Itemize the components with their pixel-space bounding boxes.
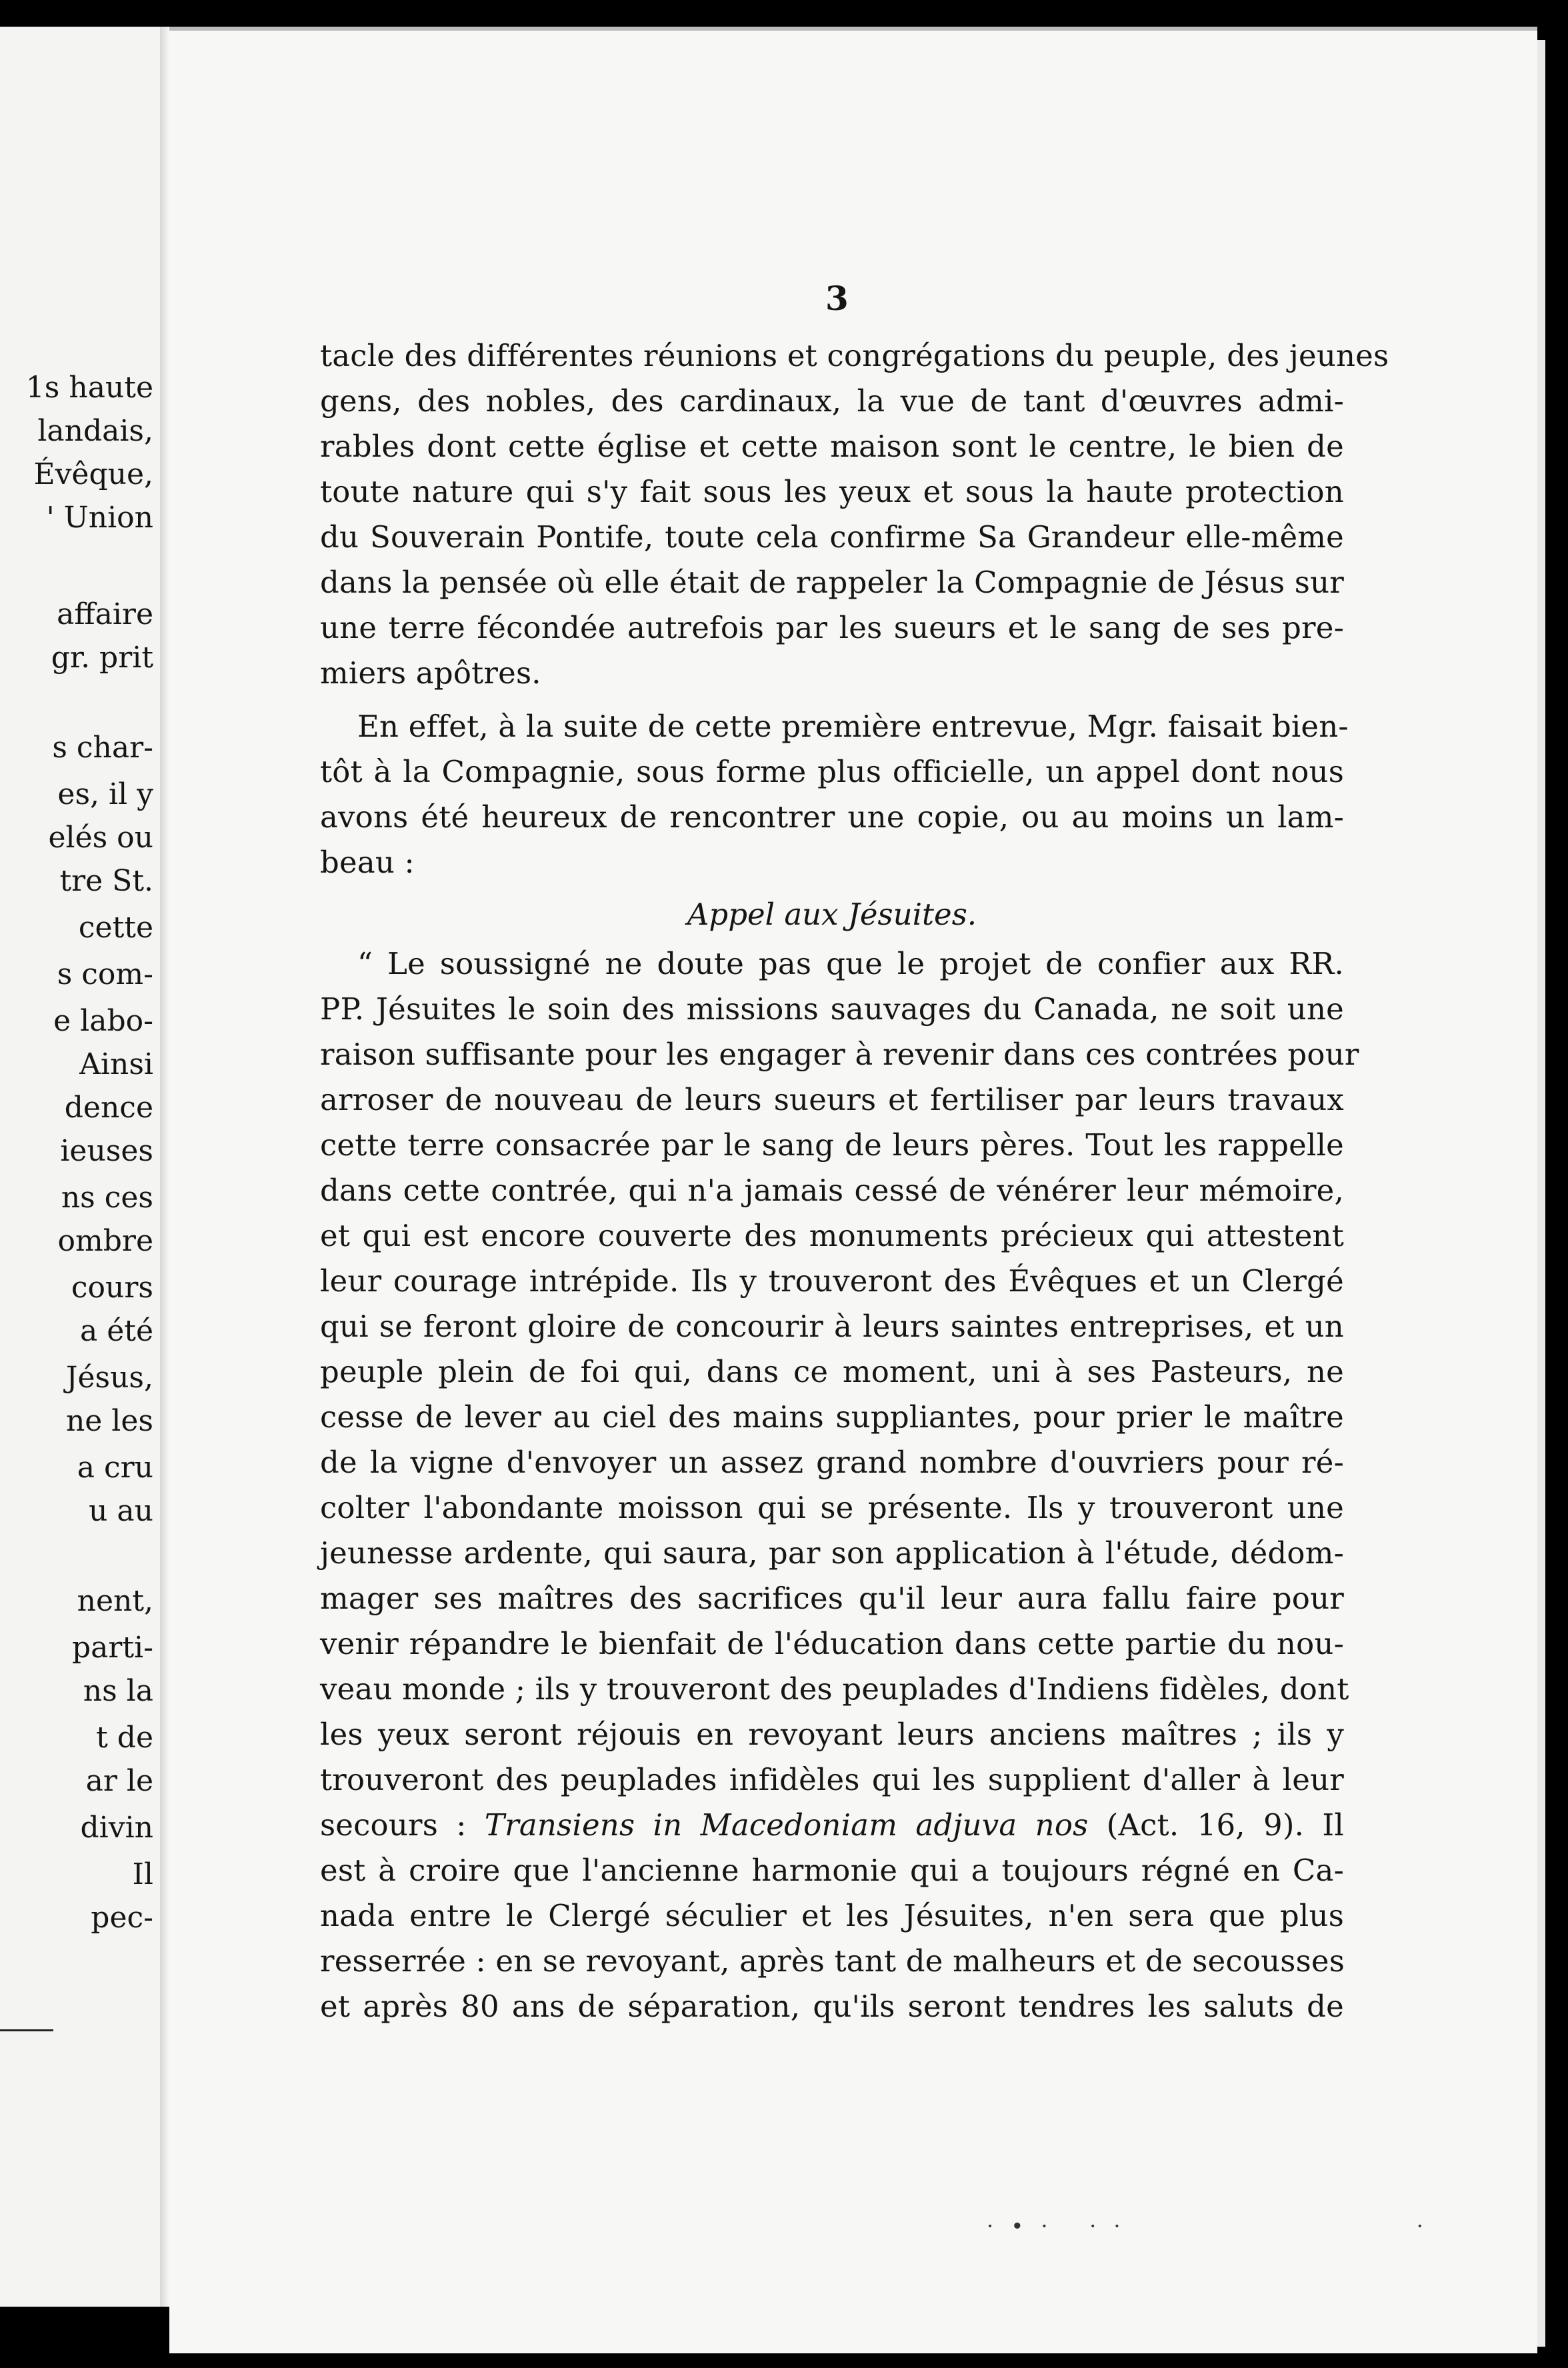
latin-quote: Transiens in Macedoniam adjuva nos <box>484 1807 1089 1843</box>
book-gutter <box>160 27 169 2307</box>
text-line: peuple plein de foi qui, dans ce moment, uni à ses Pasteurs, ne <box>320 1354 1344 1389</box>
left-page-fragment: u au <box>89 1494 153 1528</box>
left-page-fragment: ns la <box>83 1674 153 1708</box>
text-line: PP. Jésuites le soin des missions sauvages du Canada, ne soit une <box>320 991 1344 1027</box>
citation-line <box>320 1803 1344 1848</box>
left-page-fragment: a été <box>80 1314 153 1348</box>
left-page-fragment: es, il y <box>57 777 153 811</box>
text-line: jeunesse ardente, qui saura, par son application à l'étude, dédom- <box>320 1535 1344 1571</box>
text-line: et qui est encore couverte des monuments précieux qui attestent <box>320 1218 1344 1253</box>
left-page-fragment: Ainsi <box>79 1047 153 1081</box>
left-page-fragment: 1s haute <box>25 371 153 405</box>
text-line: arroser de nouveau de leurs sueurs et fertiliser par leurs travaux <box>320 1082 1344 1117</box>
left-page-fragment: dence <box>64 1091 153 1125</box>
citation-prefix: secours : <box>320 1807 485 1843</box>
citation-suffix: (Act. 16, 9). Il <box>1088 1807 1344 1843</box>
left-page-fragment: s com- <box>57 957 153 991</box>
text-line: les yeux seront réjouis en revoyant leurs anciens maîtres ; ils y <box>320 1717 1344 1752</box>
text-line: En effet, à la suite de cette première entrevue, Mgr. faisait bien- <box>357 709 1349 744</box>
paragraph-1 <box>320 333 1389 696</box>
text-line: resserrée : en se revoyant, après tant de malheurs et de secousses <box>320 1943 1345 1979</box>
left-page-fragment: ieuses <box>60 1134 153 1168</box>
text-line: venir répandre le bienfait de l'éducation dans cette partie du nou- <box>320 1626 1344 1661</box>
left-page-fragment: gr. prit <box>51 641 153 675</box>
page-text <box>320 333 1389 2029</box>
page-edge <box>1537 40 1545 2347</box>
left-page-fragment: s char- <box>52 731 153 765</box>
text-line: gens, des nobles, des cardinaux, la vue de tant d'œuvres admi- <box>320 383 1344 419</box>
top-rule <box>169 27 1537 31</box>
left-page-fragment: ns ces <box>61 1181 153 1215</box>
left-page-fragment: divin <box>80 1811 153 1845</box>
left-page-fragment: Il <box>132 1857 153 1891</box>
text-line: beau : <box>320 845 415 880</box>
left-page-fragment: landais, <box>37 414 153 448</box>
paragraph-3-end <box>320 1848 1344 2029</box>
text-line: tacle des différentes réunions et congrégations du peuple, des jeunes <box>320 338 1389 373</box>
text-line: dans la pensée où elle était de rappeler la Compagnie de Jésus sur <box>320 565 1344 600</box>
left-page-fragment: cette <box>78 911 153 945</box>
left-page-fragment: ne les <box>65 1404 153 1438</box>
left-page-rule <box>0 2029 53 2031</box>
paragraph-spacer <box>320 696 1344 704</box>
text-line: nada entre le Clergé séculier et les Jésuites, n'en sera que plus <box>320 1898 1344 1933</box>
text-line: qui se feront gloire de concourir à leurs saintes entreprises, et un <box>320 1309 1344 1344</box>
left-page-fragment: cours <box>71 1271 153 1305</box>
left-page-fragment: parti- <box>71 1631 153 1665</box>
left-page-fragment: affaire <box>57 597 153 631</box>
left-page-fragment: Évêque, <box>33 457 153 491</box>
text-line: veau monde ; ils y trouveront des peuplades d'Indiens fidèles, dont <box>320 1671 1349 1707</box>
text-line: leur courage intrépide. Ils y trouveront des Évêques et un Clergé <box>320 1263 1344 1299</box>
page-number: 3 <box>825 279 849 318</box>
left-page-fragment: tre St. <box>59 864 153 898</box>
print-specks: · • · · · · <box>987 2213 1429 2239</box>
left-page-fragment: ar le <box>85 1764 153 1798</box>
text-line: avons été heureux de rencontrer une copie, ou au moins un lam- <box>320 799 1344 835</box>
left-page-fragment: ' Union <box>46 501 153 535</box>
text-line: colter l'abondante moisson qui se présente. Ils y trouveront une <box>320 1490 1344 1525</box>
text-line: cette terre consacrée par le sang de leurs pères. Tout les rappelle <box>320 1127 1344 1163</box>
left-page-fragment: a cru <box>77 1451 153 1485</box>
text-line: toute nature qui s'y fait sous les yeux et sous la haute protection <box>320 474 1344 509</box>
text-line: de la vigne d'envoyer un assez grand nombre d'ouvriers pour ré- <box>320 1445 1344 1480</box>
left-page <box>0 27 160 2307</box>
left-page-fragment: nent, <box>77 1584 153 1618</box>
text-line: rables dont cette église et cette maison sont le centre, le bien de <box>320 429 1344 464</box>
paragraph-2 <box>320 704 1349 885</box>
left-page-fragment: e labo- <box>53 1004 153 1038</box>
section-heading: Appel aux Jésuites. <box>687 897 977 932</box>
text-line: “ Le soussigné ne doute pas que le projet de confier aux RR. <box>357 946 1344 981</box>
text-line: est à croire que l'ancienne harmonie qui a toujours régné en Ca- <box>320 1853 1344 1888</box>
left-page-fragment: Jésus, <box>65 1361 153 1395</box>
paragraph-3 <box>320 941 1359 1803</box>
text-line: une terre fécondée autrefois par les sueurs et le sang de ses pre- <box>320 610 1344 645</box>
text-line: du Souverain Pontife, toute cela confirme Sa Grandeur elle-même <box>320 519 1344 555</box>
text-line: miers apôtres. <box>320 655 541 691</box>
text-line: trouveront des peuplades infidèles qui les supplient d'aller à leur <box>320 1762 1344 1797</box>
left-page-fragment: ombre <box>57 1224 153 1258</box>
text-line: et après 80 ans de séparation, qu'ils seront tendres les saluts de <box>320 1989 1344 2024</box>
left-page-fragment: elés ou <box>48 821 153 855</box>
text-line: raison suffisante pour les engager à revenir dans ces contrées pour <box>320 1037 1359 1072</box>
text-line: dans cette contrée, qui n'a jamais cessé de vénérer leur mémoire, <box>320 1173 1344 1208</box>
text-line: mager ses maîtres des sacrifices qu'il leur aura fallu faire pour <box>320 1581 1344 1616</box>
text-line: tôt à la Compagnie, sous forme plus officielle, un appel dont nous <box>320 754 1344 789</box>
text-line: cesse de lever au ciel des mains suppliantes, pour prier le maître <box>320 1399 1344 1435</box>
left-page-fragment: pec- <box>91 1901 153 1935</box>
left-page-fragment: t de <box>96 1721 153 1755</box>
